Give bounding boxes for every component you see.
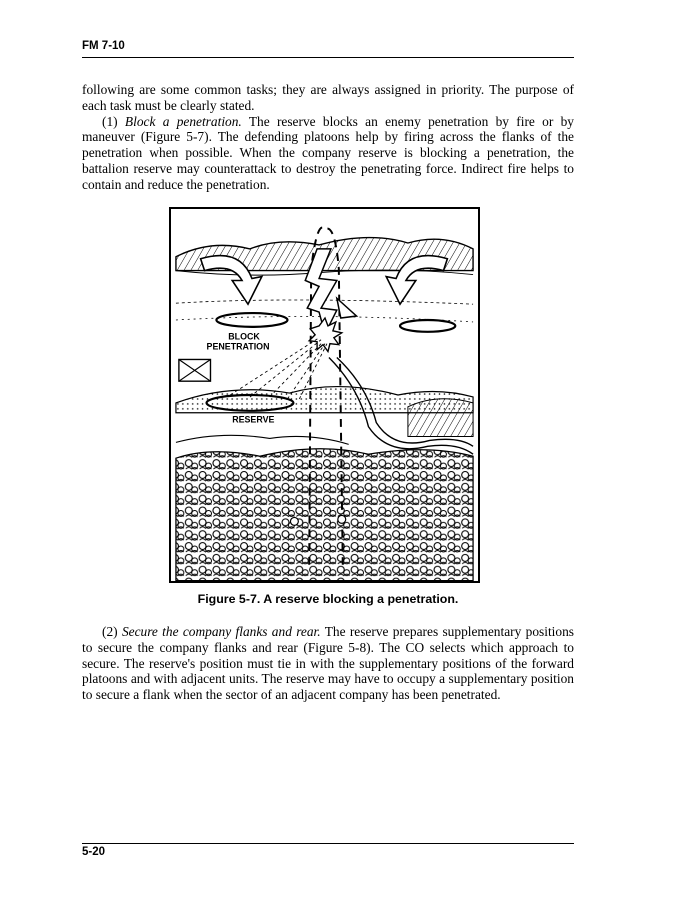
paragraph-title: Block a penetration.: [124, 113, 242, 129]
footer-rule: [82, 843, 574, 844]
label-penetration: PENETRATION: [206, 341, 270, 352]
paragraph-number: (1): [102, 113, 125, 129]
body-section-top: [82, 82, 574, 193]
unit-symbol-icon: [179, 359, 211, 381]
platoon-position-left: [216, 313, 287, 327]
figure-caption: Figure 5-7. A reserve blocking a penetration.: [197, 592, 459, 606]
figure-illustration: [169, 207, 480, 583]
paragraph-title: Secure the company flanks and rear.: [121, 624, 321, 639]
explosion-icon: [309, 318, 342, 352]
paragraph-secure-flanks: [82, 624, 574, 703]
running-header: FM 7-10: [82, 40, 125, 52]
page-number: 5-20: [82, 846, 106, 858]
body-section-bottom: [82, 624, 574, 703]
paragraph-text: The reserve prepares supplementary positions to secure the company flanks and rear (Figure 5-8). The CO selects which approach to secure. The reserve's position must tie in with the supplementary positions of the forward platoons and with adjacent units. The reserve may have to occupy a supplementary position to secure a flank when the sector of an adjacent company has been penetrated.: [82, 624, 574, 703]
header-rule: [82, 57, 574, 58]
label-block: BLOCK: [228, 331, 260, 342]
terrain-drawing: [171, 209, 478, 581]
label-reserve: RESERVE: [232, 414, 275, 425]
paragraph-number: (2): [102, 624, 122, 639]
paragraph-block-penetration: [82, 114, 574, 193]
paragraph-text: The reserve blocks an enemy penetration by fire or by maneuver (Figure 5-7). The defending platoons help by firing across the flanks of the penetration when possible. When the company reserve is blocking a penetration, the battalion reserve may counterattack to destroy the penetrating force. Indirect fire helps to contain and reduce the penetration.: [82, 113, 575, 192]
platoon-position-right: [400, 320, 455, 332]
intro-paragraph: following are some common tasks; they are always assigned in priority. The purpose of each task must be clearly stated.: [82, 82, 574, 113]
forest-area: [176, 449, 473, 581]
